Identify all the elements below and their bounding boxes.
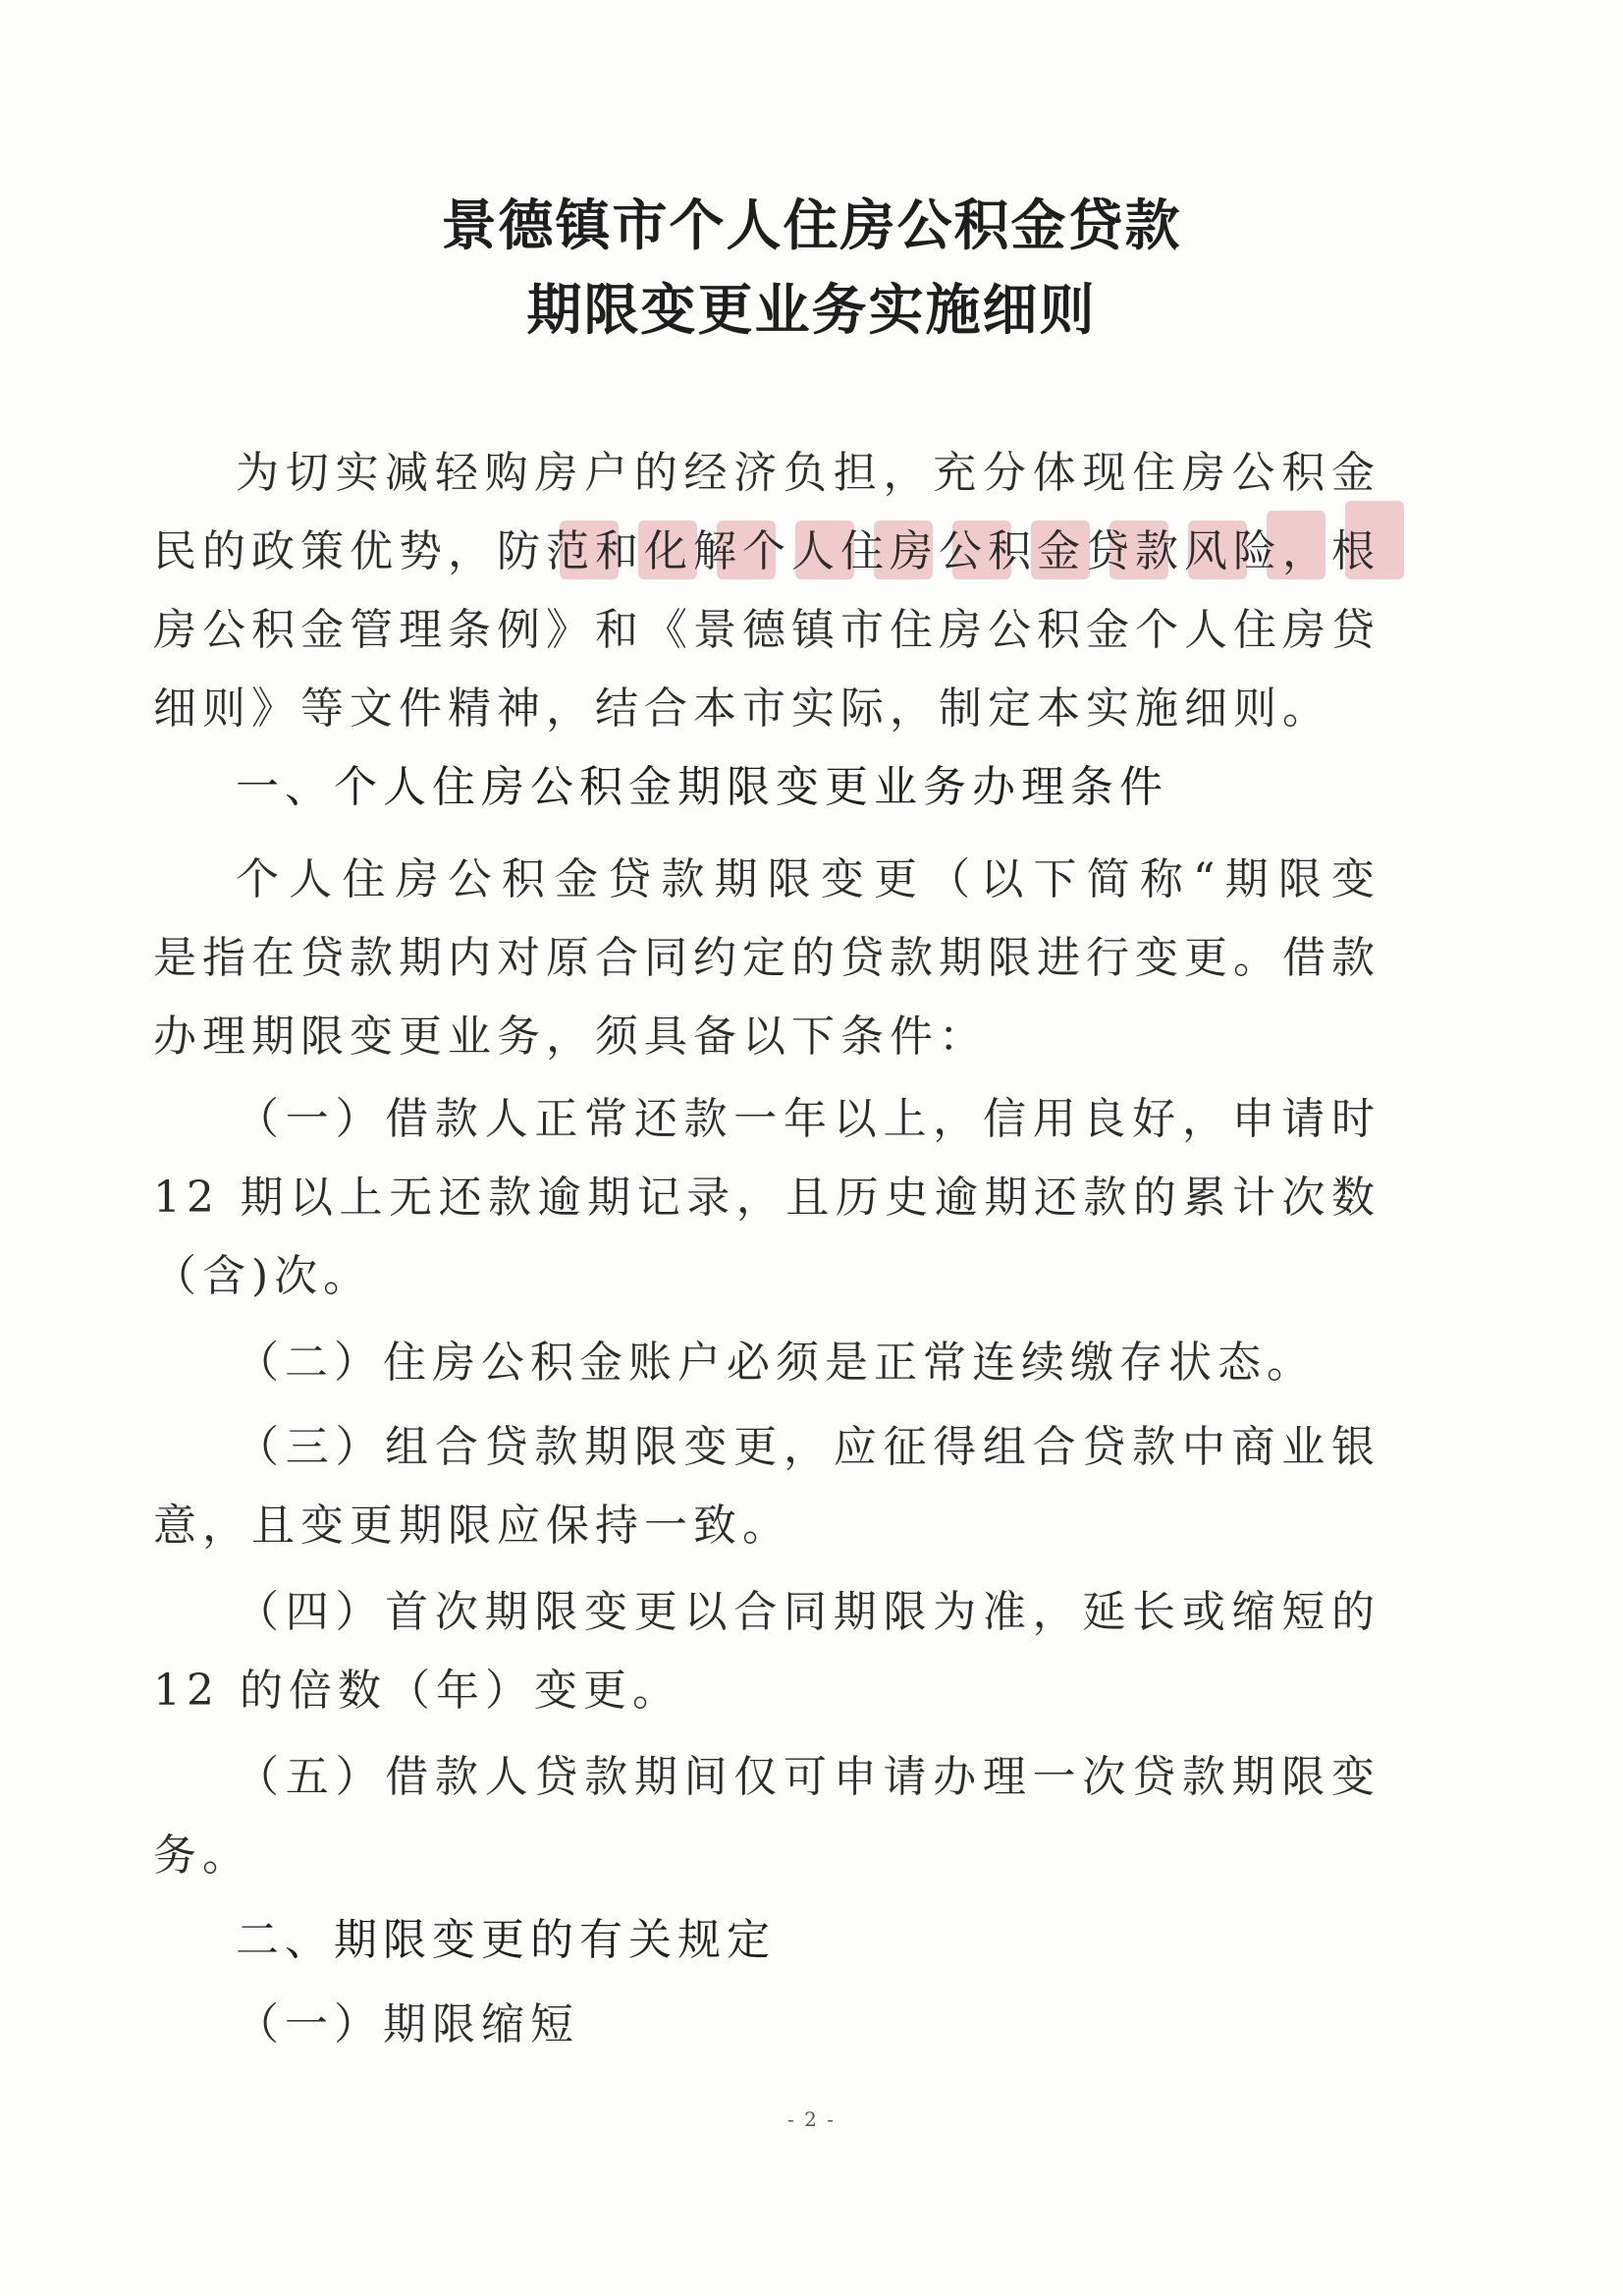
condition-5-line-2: 务。 (153, 1831, 251, 1881)
intro-line-2: 民的政策优势，防范和化解个人住房公积金贷款风险，根 (153, 526, 1380, 576)
condition-2-line-1: （二）住房公积金账户必须是正常连续缴存状态。 (236, 1338, 1316, 1388)
intro-line-1: 为切实减轻购房户的经济负担，充分体现住房公积金 (236, 448, 1380, 498)
condition-1-line-2: 12 期以上无还款逾期记录，且历史逾期还款的累计次数 (153, 1173, 1380, 1223)
section-1-heading: 一、个人住房公积金期限变更业务办理条件 (236, 762, 1168, 812)
intro-line-3: 房公积金管理条例》和《景德镇市住房公积金个人住房贷 (153, 605, 1380, 655)
condition-4-line-2: 12 的倍数（年）变更。 (153, 1666, 681, 1716)
section-1-para-line-2: 是指在贷款期内对原合同约定的贷款期限进行变更。借款 (153, 933, 1380, 983)
section-2-heading: 二、期限变更的有关规定 (236, 1915, 776, 1965)
condition-1-line-3: （含)次。 (153, 1251, 373, 1301)
intro-line-4: 细则》等文件精神，结合本市实际，制定本实施细则。 (153, 683, 1331, 734)
section-1-para-line-3: 办理期限变更业务，须具备以下条件： (153, 1011, 988, 1062)
document-title-line-1: 景德镇市个人住房公积金贷款 (441, 194, 1182, 258)
condition-3-line-2: 意，且变更期限应保持一致。 (153, 1501, 791, 1551)
document-title-line-2: 期限变更业务实施细则 (526, 279, 1097, 343)
condition-1-line-1: （一）借款人正常还款一年以上，信用良好，申请时 (236, 1094, 1380, 1144)
condition-5-line-1: （五）借款人贷款期间仅可申请办理一次贷款期限变 (236, 1752, 1380, 1802)
section-2-subheading-1: （一）期限缩短 (236, 1999, 579, 2050)
section-1-para-line-1: 个人住房公积金贷款期限变更（以下简称“期限变 (236, 854, 1380, 904)
condition-4-line-1: （四）首次期限变更以合同期限为准，延长或缩短的 (236, 1587, 1380, 1637)
page-number: - 2 - (787, 2107, 836, 2131)
condition-3-line-1: （三）组合贷款期限变更，应征得组合贷款中商业银 (236, 1422, 1380, 1472)
